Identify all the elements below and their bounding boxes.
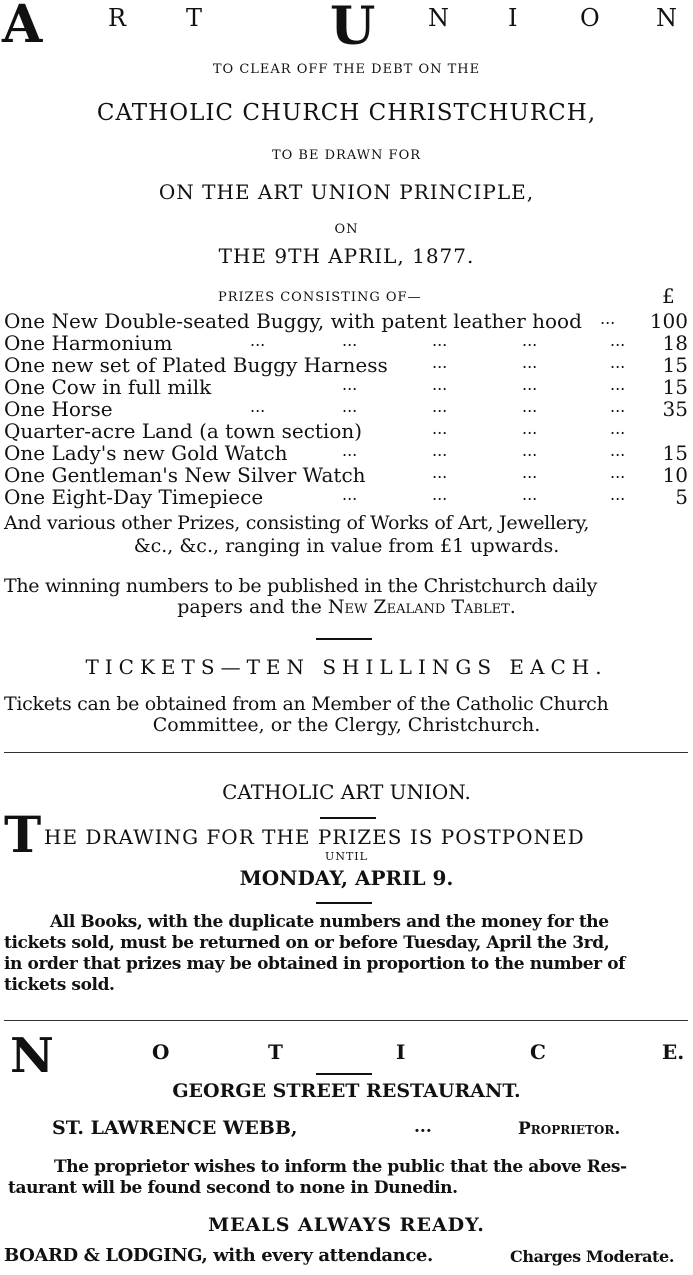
leader-dots: ... xyxy=(522,441,538,460)
leader-dots: ... xyxy=(522,485,538,504)
title-letter: A xyxy=(2,0,43,55)
winning-numbers-line: The winning numbers to be published in the Christchurch daily xyxy=(4,575,598,597)
leader-dots: ... xyxy=(610,331,626,350)
leader-dots: ... xyxy=(342,397,358,416)
short-rule xyxy=(320,817,376,819)
prize-row xyxy=(4,397,688,419)
until-label: UNTIL xyxy=(325,850,368,863)
winning-numbers-line xyxy=(0,596,693,618)
prize-row xyxy=(4,331,688,353)
newspaper-name: New Zealand Tablet. xyxy=(327,596,516,618)
prize-value: 100 xyxy=(649,309,688,333)
leader-dots: ... xyxy=(432,441,448,460)
prize-label: One Eight-Day Timepiece xyxy=(4,485,264,509)
prize-label: One Horse xyxy=(4,397,113,421)
notice-title: CATHOLIC ART UNION. xyxy=(222,780,471,804)
prize-value: 5 xyxy=(675,485,688,509)
notice-letter: I xyxy=(396,1040,406,1064)
notice-letter: C xyxy=(530,1040,546,1064)
prize-row xyxy=(4,309,688,331)
restaurant-description: The proprietor wishes to inform the public that the above Res- xyxy=(54,1157,627,1177)
leader-dots: ... xyxy=(522,397,538,416)
pound-sign-heading: £ xyxy=(662,284,675,308)
prize-label: One Lady's new Gold Watch xyxy=(4,441,288,465)
title-letter: R xyxy=(108,4,127,32)
leader-dots: ... xyxy=(432,353,448,372)
title-letter: I xyxy=(508,4,518,32)
leader-dots: ... xyxy=(610,485,626,504)
leader-dots: ... xyxy=(432,485,448,504)
meals-line: MEALS ALWAYS READY. xyxy=(208,1214,485,1236)
on-line: ON xyxy=(334,222,359,237)
leader-dots: ... xyxy=(610,353,626,372)
leader-dots: ... xyxy=(342,331,358,350)
notice-letter: N xyxy=(10,1028,54,1084)
prize-label: One new set of Plated Buggy Harness xyxy=(4,353,388,377)
leader-dots: ... xyxy=(432,463,448,482)
proprietor-title: Proprietor. xyxy=(518,1119,621,1139)
restaurant-name: GEORGE STREET RESTAURANT. xyxy=(172,1080,521,1102)
prize-value: 10 xyxy=(662,463,688,487)
drop-cap: T xyxy=(4,805,42,864)
leader-dots: ... xyxy=(522,375,538,394)
postponed-date: MONDAY, APRIL 9. xyxy=(239,866,454,890)
charges-line: Charges Moderate. xyxy=(510,1247,674,1266)
leader-dots: ... xyxy=(610,397,626,416)
prize-label: One New Double-seated Buggy, with patent leather hood xyxy=(4,309,582,333)
prize-value: 15 xyxy=(662,375,688,399)
title-letter: U xyxy=(330,0,376,57)
leader-dots: ... xyxy=(432,419,448,438)
short-rule xyxy=(316,638,372,640)
other-prizes-line: And various other Prizes, consisting of Works of Art, Jewellery, xyxy=(4,512,590,534)
prize-value: 35 xyxy=(662,397,688,421)
instructions-line: in order that prizes may be obtained in proportion to the number of xyxy=(4,954,626,974)
leader-dots: ... xyxy=(522,353,538,372)
leader-dots: ... xyxy=(432,331,448,350)
drawn-for-line: TO BE DRAWN FOR xyxy=(271,148,422,163)
notice-letter: E. xyxy=(662,1040,685,1064)
prize-label: Quarter-acre Land (a town section) xyxy=(4,419,363,443)
winning-prefix: papers and the xyxy=(177,596,322,618)
leader-dots: ... xyxy=(342,485,358,504)
tickets-line: Committee, or the Clergy, Christchurch. xyxy=(152,714,541,736)
proprietor-name: ST. LAWRENCE WEBB, xyxy=(52,1117,298,1139)
notice-letter: T xyxy=(268,1040,283,1064)
leader-dots: ... xyxy=(610,419,626,438)
postponed-headline: HE DRAWING FOR THE PRIZES IS POSTPONED xyxy=(44,825,585,849)
other-prizes-line: &c., &c., ranging in value from £1 upwards. xyxy=(133,535,560,557)
leader-dots: ... xyxy=(610,463,626,482)
short-rule xyxy=(316,1073,372,1075)
leader-dots: ... xyxy=(342,375,358,394)
board-lodging-line: BOARD & LODGING, with every attendance. xyxy=(4,1245,433,1266)
tickets-line: Tickets can be obtained from an Member of the Catholic Church xyxy=(4,693,609,715)
prize-row xyxy=(4,419,688,441)
prize-row xyxy=(4,441,688,463)
leader-dots: ... xyxy=(600,309,616,328)
leader-dots: ... xyxy=(522,331,538,350)
tickets-heading: TICKETS—TEN SHILLINGS EACH. xyxy=(85,655,608,679)
leader-dots: ... xyxy=(432,397,448,416)
prize-row xyxy=(4,353,688,375)
notice-letter: O xyxy=(152,1040,170,1064)
restaurant-description: taurant will be found second to none in Dunedin. xyxy=(8,1178,458,1198)
section-divider xyxy=(4,752,688,753)
title-letter: O xyxy=(580,4,600,32)
leader-dots: ... xyxy=(250,331,266,350)
instructions-line: tickets sold, must be returned on or before Tuesday, April the 3rd, xyxy=(4,933,610,953)
leader-dots: ... xyxy=(522,463,538,482)
prize-value: 15 xyxy=(662,441,688,465)
instructions-line: tickets sold. xyxy=(4,975,115,995)
leader-dots: ... xyxy=(414,1117,432,1137)
instructions-line: All Books, with the duplicate numbers and the money for the xyxy=(50,912,609,932)
prize-label: One Cow in full milk xyxy=(4,375,212,399)
title-letter: T xyxy=(186,4,203,32)
church-name: CATHOLIC CHURCH CHRISTCHURCH, xyxy=(96,100,597,126)
leader-dots: ... xyxy=(250,397,266,416)
prizes-heading: PRIZES CONSISTING OF— xyxy=(218,290,422,305)
title-letter: N xyxy=(656,4,677,32)
section-divider xyxy=(4,1020,688,1021)
prize-value: 15 xyxy=(662,353,688,377)
leader-dots: ... xyxy=(610,375,626,394)
prize-row xyxy=(4,485,688,507)
draw-date: THE 9TH APRIL, 1877. xyxy=(218,244,475,268)
prize-label: One Gentleman's New Silver Watch xyxy=(4,463,366,487)
leader-dots: ... xyxy=(432,375,448,394)
prize-row xyxy=(4,463,688,485)
purpose-line: TO CLEAR OFF THE DEBT ON THE xyxy=(212,62,481,77)
prize-label: One Harmonium xyxy=(4,331,173,355)
prize-row xyxy=(4,375,688,397)
leader-dots: ... xyxy=(342,441,358,460)
short-rule xyxy=(316,902,372,904)
principle-line: ON THE ART UNION PRINCIPLE, xyxy=(158,180,535,204)
title-letter: N xyxy=(428,4,449,32)
prize-value: 18 xyxy=(662,331,688,355)
leader-dots: ... xyxy=(610,441,626,460)
leader-dots: ... xyxy=(522,419,538,438)
